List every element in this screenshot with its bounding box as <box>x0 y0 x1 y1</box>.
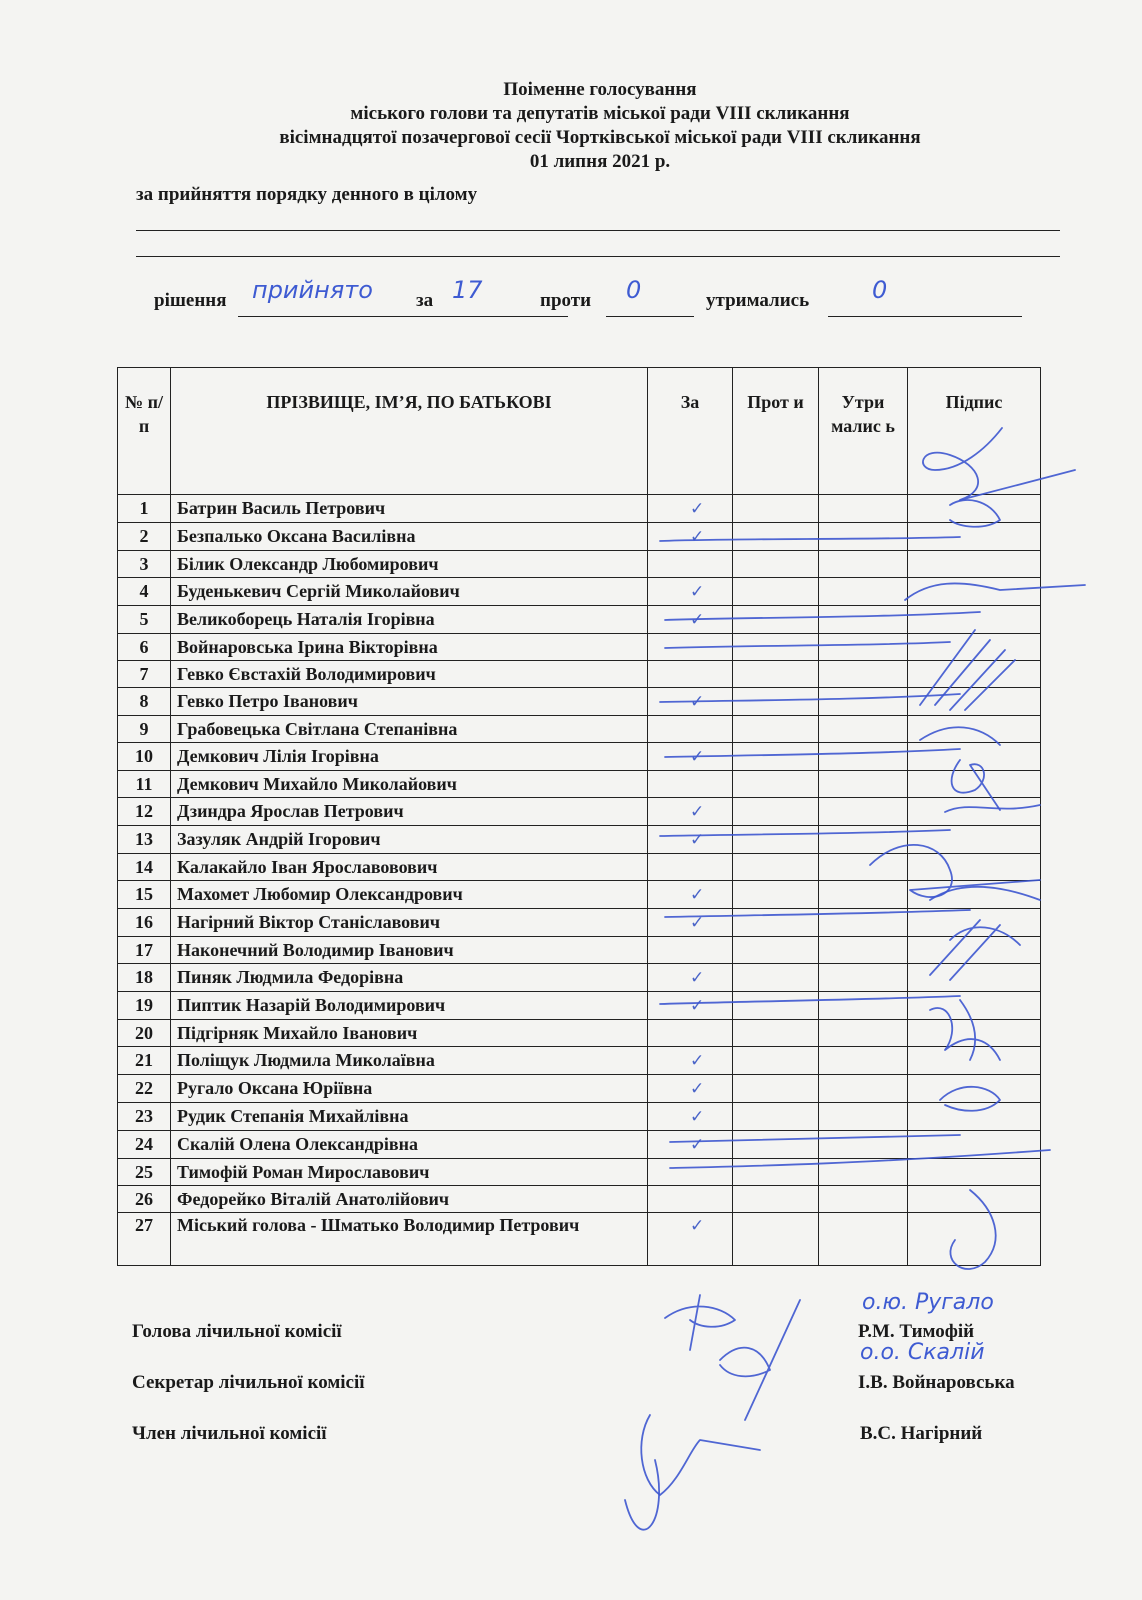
row-deputy-name: Скалій Олена Олександрівна <box>171 1131 648 1159</box>
table-row <box>118 881 1041 909</box>
row-signature <box>908 578 1041 606</box>
member-name: В.С. Нагірний <box>860 1423 983 1444</box>
row-vote-against <box>733 854 819 881</box>
row-vote-abstained <box>819 661 908 688</box>
header-council: міського голови та депутатів міської ради VIII скликання <box>350 103 850 124</box>
against-label: проти <box>540 290 592 311</box>
row-signature <box>908 964 1041 992</box>
table-row <box>118 551 1041 578</box>
row-number: 5 <box>118 606 171 634</box>
table-header-row <box>118 368 1041 495</box>
subject-rule-2 <box>136 256 1060 257</box>
table-row <box>118 661 1041 688</box>
row-deputy-name: Ругало Оксана Юріївна <box>171 1075 648 1103</box>
row-deputy-name: Буденькевич Сергій Миколайович <box>171 578 648 606</box>
header-num: № п/п <box>118 368 171 495</box>
table-row <box>118 992 1041 1020</box>
row-signature <box>908 881 1041 909</box>
row-number: 23 <box>118 1103 171 1131</box>
chair-acting-note: о.ю. Ругало <box>862 1290 994 1315</box>
row-vote-abstained <box>819 716 908 743</box>
row-signature <box>908 1047 1041 1075</box>
row-vote-for <box>648 1131 733 1159</box>
row-vote-for <box>648 937 733 964</box>
row-vote-for <box>648 909 733 937</box>
row-vote-for <box>648 634 733 661</box>
check-mark-icon: ✓ <box>690 1107 705 1126</box>
row-vote-abstained <box>819 688 908 716</box>
row-vote-for <box>648 661 733 688</box>
decision-label: рішення <box>154 290 227 311</box>
row-deputy-name: Грабовецька Світлана Степанівна <box>171 716 648 743</box>
row-vote-against <box>733 937 819 964</box>
row-vote-for <box>648 1186 733 1213</box>
row-deputy-name: Демкович Михайло Миколайович <box>171 771 648 798</box>
row-number: 26 <box>118 1186 171 1213</box>
row-vote-for <box>648 523 733 551</box>
header-for: За <box>648 368 733 495</box>
check-mark-icon: ✓ <box>690 996 705 1015</box>
row-vote-for <box>648 1020 733 1047</box>
row-signature <box>908 771 1041 798</box>
row-signature <box>908 854 1041 881</box>
row-signature <box>908 826 1041 854</box>
row-number: 7 <box>118 661 171 688</box>
row-vote-abstained <box>819 1213 908 1266</box>
row-deputy-name: Рудик Степанія Михайлівна <box>171 1103 648 1131</box>
row-vote-against <box>733 1131 819 1159</box>
row-deputy-name: Дзиндра Ярослав Петрович <box>171 798 648 826</box>
row-signature <box>908 909 1041 937</box>
row-number: 13 <box>118 826 171 854</box>
row-deputy-name: Тимофій Роман Мирославович <box>171 1159 648 1186</box>
row-vote-for <box>648 1047 733 1075</box>
row-vote-abstained <box>819 1075 908 1103</box>
header-abstained: Утри малис ь <box>819 368 908 495</box>
header-date: 01 липня 2021 р. <box>529 151 671 172</box>
table-row <box>118 634 1041 661</box>
row-number: 22 <box>118 1075 171 1103</box>
footer-signatures <box>625 1295 800 1530</box>
row-vote-abstained <box>819 1020 908 1047</box>
row-vote-for <box>648 743 733 771</box>
against-blank <box>606 316 694 317</box>
row-vote-for <box>648 964 733 992</box>
check-mark-icon: ✓ <box>690 885 705 904</box>
check-mark-icon: ✓ <box>690 1216 705 1235</box>
row-vote-abstained <box>819 937 908 964</box>
table-row <box>118 1020 1041 1047</box>
row-signature <box>908 937 1041 964</box>
row-signature <box>908 743 1041 771</box>
row-vote-for <box>648 771 733 798</box>
table-row <box>118 688 1041 716</box>
row-vote-against <box>733 716 819 743</box>
row-vote-against <box>733 1020 819 1047</box>
row-signature <box>908 634 1041 661</box>
row-number: 25 <box>118 1159 171 1186</box>
row-vote-against <box>733 798 819 826</box>
row-deputy-name: Федорейко Віталій Анатолійович <box>171 1186 648 1213</box>
row-vote-abstained <box>819 909 908 937</box>
table-row <box>118 495 1041 523</box>
table-row <box>118 771 1041 798</box>
secretary-acting-note: о.о. Скалій <box>860 1340 985 1365</box>
row-signature <box>908 606 1041 634</box>
check-mark-icon: ✓ <box>690 582 705 601</box>
row-vote-for <box>648 688 733 716</box>
row-number: 2 <box>118 523 171 551</box>
row-number: 11 <box>118 771 171 798</box>
against-value: 0 <box>626 276 642 304</box>
row-deputy-name: Великоборець Наталія Ігорівна <box>171 606 648 634</box>
table-row <box>118 1103 1041 1131</box>
row-signature <box>908 661 1041 688</box>
row-number: 4 <box>118 578 171 606</box>
check-mark-icon: ✓ <box>690 527 705 546</box>
row-deputy-name: Наконечний Володимир Іванович <box>171 937 648 964</box>
row-signature <box>908 1075 1041 1103</box>
header-signature: Підпис <box>908 368 1041 495</box>
row-vote-against <box>733 771 819 798</box>
row-number: 16 <box>118 909 171 937</box>
subject-rule-1 <box>136 230 1060 231</box>
decision-value: прийнято <box>252 276 373 304</box>
row-vote-for <box>648 716 733 743</box>
for-value: 17 <box>452 276 483 304</box>
row-signature <box>908 1213 1041 1266</box>
row-vote-for <box>648 551 733 578</box>
header-session: вісімнадцятої позачергової сесії Чортківської міської ради VIII скликання <box>279 127 921 148</box>
row-number: 17 <box>118 937 171 964</box>
table-row <box>118 854 1041 881</box>
table-row <box>118 523 1041 551</box>
table-row <box>118 716 1041 743</box>
row-vote-for <box>648 1103 733 1131</box>
row-signature <box>908 798 1041 826</box>
row-number: 20 <box>118 1020 171 1047</box>
row-vote-abstained <box>819 495 908 523</box>
row-vote-for <box>648 495 733 523</box>
row-number: 9 <box>118 716 171 743</box>
header-against: Прот и <box>733 368 819 495</box>
row-vote-abstained <box>819 881 908 909</box>
row-signature <box>908 1103 1041 1131</box>
row-deputy-name: Підгірняк Михайло Іванович <box>171 1020 648 1047</box>
check-mark-icon: ✓ <box>690 499 705 518</box>
row-number: 6 <box>118 634 171 661</box>
table-body <box>118 495 1041 1266</box>
table-row <box>118 964 1041 992</box>
row-vote-abstained <box>819 634 908 661</box>
row-deputy-name: Пиптик Назарій Володимирович <box>171 992 648 1020</box>
row-signature <box>908 1159 1041 1186</box>
row-signature <box>908 716 1041 743</box>
row-vote-against <box>733 743 819 771</box>
row-number: 12 <box>118 798 171 826</box>
row-vote-against <box>733 578 819 606</box>
table-row <box>118 1159 1041 1186</box>
row-number: 21 <box>118 1047 171 1075</box>
row-signature <box>908 1020 1041 1047</box>
row-vote-against <box>733 606 819 634</box>
table-row <box>118 743 1041 771</box>
check-mark-icon: ✓ <box>690 1051 705 1070</box>
row-vote-against <box>733 1047 819 1075</box>
row-vote-for <box>648 606 733 634</box>
row-signature <box>908 1186 1041 1213</box>
check-mark-icon: ✓ <box>690 968 705 987</box>
decision-line <box>154 276 1054 320</box>
table-row <box>118 1075 1041 1103</box>
table-row <box>118 606 1041 634</box>
row-deputy-name: Безпалько Оксана Василівна <box>171 523 648 551</box>
row-vote-abstained <box>819 826 908 854</box>
table-row <box>118 798 1041 826</box>
abstained-label: утримались <box>706 290 810 311</box>
row-deputy-name: Войнаровська Ірина Вікторівна <box>171 634 648 661</box>
row-vote-for <box>648 992 733 1020</box>
row-deputy-name: Зазуляк Андрій Ігорович <box>171 826 648 854</box>
row-number: 10 <box>118 743 171 771</box>
row-vote-abstained <box>819 743 908 771</box>
row-vote-against <box>733 634 819 661</box>
row-vote-against <box>733 1075 819 1103</box>
row-number: 3 <box>118 551 171 578</box>
check-mark-icon: ✓ <box>690 1135 705 1154</box>
chair-label: Голова лічильної комісії <box>132 1321 342 1342</box>
table-row <box>118 1047 1041 1075</box>
row-deputy-name: Калакайло Іван Ярославовович <box>171 854 648 881</box>
for-blank <box>440 316 530 317</box>
check-mark-icon: ✓ <box>690 802 705 821</box>
row-vote-abstained <box>819 606 908 634</box>
row-number: 1 <box>118 495 171 523</box>
row-vote-against <box>733 826 819 854</box>
row-vote-against <box>733 909 819 937</box>
row-vote-abstained <box>819 771 908 798</box>
check-mark-icon: ✓ <box>690 692 705 711</box>
document-header <box>100 78 1100 174</box>
secretary-label: Секретар лічильної комісії <box>132 1372 365 1393</box>
vote-subject: за прийняття порядку денного в цілому <box>136 184 478 205</box>
row-deputy-name: Нагірний Віктор Станіславович <box>171 909 648 937</box>
check-mark-icon: ✓ <box>690 913 705 932</box>
row-deputy-name: Пиняк Людмила Федорівна <box>171 964 648 992</box>
table-row <box>118 1213 1041 1266</box>
secretary-name: І.В. Войнаровська <box>858 1372 1015 1393</box>
check-mark-icon: ✓ <box>690 1079 705 1098</box>
row-vote-abstained <box>819 523 908 551</box>
row-vote-against <box>733 1159 819 1186</box>
row-vote-for <box>648 826 733 854</box>
row-vote-against <box>733 495 819 523</box>
row-deputy-name: Поліщук Людмила Миколаївна <box>171 1047 648 1075</box>
row-vote-against <box>733 1103 819 1131</box>
row-deputy-name: Батрин Василь Петрович <box>171 495 648 523</box>
abstained-blank <box>828 316 1022 317</box>
row-signature <box>908 495 1041 523</box>
check-mark-icon: ✓ <box>690 830 705 849</box>
row-deputy-name: Гевко Петро Іванович <box>171 688 648 716</box>
row-vote-for <box>648 1159 733 1186</box>
row-vote-for <box>648 1075 733 1103</box>
row-vote-for <box>648 881 733 909</box>
row-vote-against <box>733 688 819 716</box>
row-vote-abstained <box>819 798 908 826</box>
table-row <box>118 578 1041 606</box>
row-number: 27 <box>118 1213 171 1266</box>
row-number: 18 <box>118 964 171 992</box>
for-label: за <box>416 290 434 311</box>
row-vote-against <box>733 964 819 992</box>
row-vote-against <box>733 551 819 578</box>
row-signature <box>908 523 1041 551</box>
row-vote-against <box>733 1186 819 1213</box>
row-signature <box>908 1131 1041 1159</box>
chair-name: Р.М. Тимофій <box>858 1321 975 1342</box>
row-deputy-name: Махомет Любомир Олександрович <box>171 881 648 909</box>
table-row <box>118 1186 1041 1213</box>
row-vote-abstained <box>819 854 908 881</box>
check-mark-icon: ✓ <box>690 747 705 766</box>
row-vote-abstained <box>819 1047 908 1075</box>
table-row <box>118 937 1041 964</box>
row-vote-abstained <box>819 992 908 1020</box>
row-signature <box>908 992 1041 1020</box>
row-vote-against <box>733 661 819 688</box>
row-vote-for <box>648 578 733 606</box>
row-vote-against <box>733 992 819 1020</box>
header-name: ПРІЗВИЩЕ, ІМ’Я, ПО БАТЬКОВІ <box>171 368 648 495</box>
row-vote-against <box>733 1213 819 1266</box>
roll-call-table <box>117 367 1041 1266</box>
row-vote-for <box>648 1213 733 1266</box>
row-vote-for <box>648 798 733 826</box>
member-label: Член лічильної комісії <box>132 1423 327 1444</box>
row-deputy-name: Демкович Лілія Ігорівна <box>171 743 648 771</box>
row-signature <box>908 688 1041 716</box>
row-number: 14 <box>118 854 171 881</box>
row-vote-for <box>648 854 733 881</box>
row-deputy-name: Білик Олександр Любомирович <box>171 551 648 578</box>
row-vote-abstained <box>819 1131 908 1159</box>
abstained-value: 0 <box>872 276 888 304</box>
row-vote-abstained <box>819 1159 908 1186</box>
row-number: 24 <box>118 1131 171 1159</box>
table-row <box>118 1131 1041 1159</box>
check-mark-icon: ✓ <box>690 610 705 629</box>
row-vote-against <box>733 881 819 909</box>
row-vote-against <box>733 523 819 551</box>
header-title: Поіменне голосування <box>503 79 697 100</box>
row-deputy-name: Гевко Євстахій Володимирович <box>171 661 648 688</box>
row-vote-abstained <box>819 1103 908 1131</box>
row-number: 19 <box>118 992 171 1020</box>
row-deputy-name: Міський голова - Шматько Володимир Петрович <box>171 1213 648 1266</box>
row-vote-abstained <box>819 551 908 578</box>
table-row <box>118 909 1041 937</box>
row-signature <box>908 551 1041 578</box>
row-number: 15 <box>118 881 171 909</box>
row-vote-abstained <box>819 1186 908 1213</box>
row-vote-abstained <box>819 578 908 606</box>
table-row <box>118 826 1041 854</box>
row-vote-abstained <box>819 964 908 992</box>
row-number: 8 <box>118 688 171 716</box>
